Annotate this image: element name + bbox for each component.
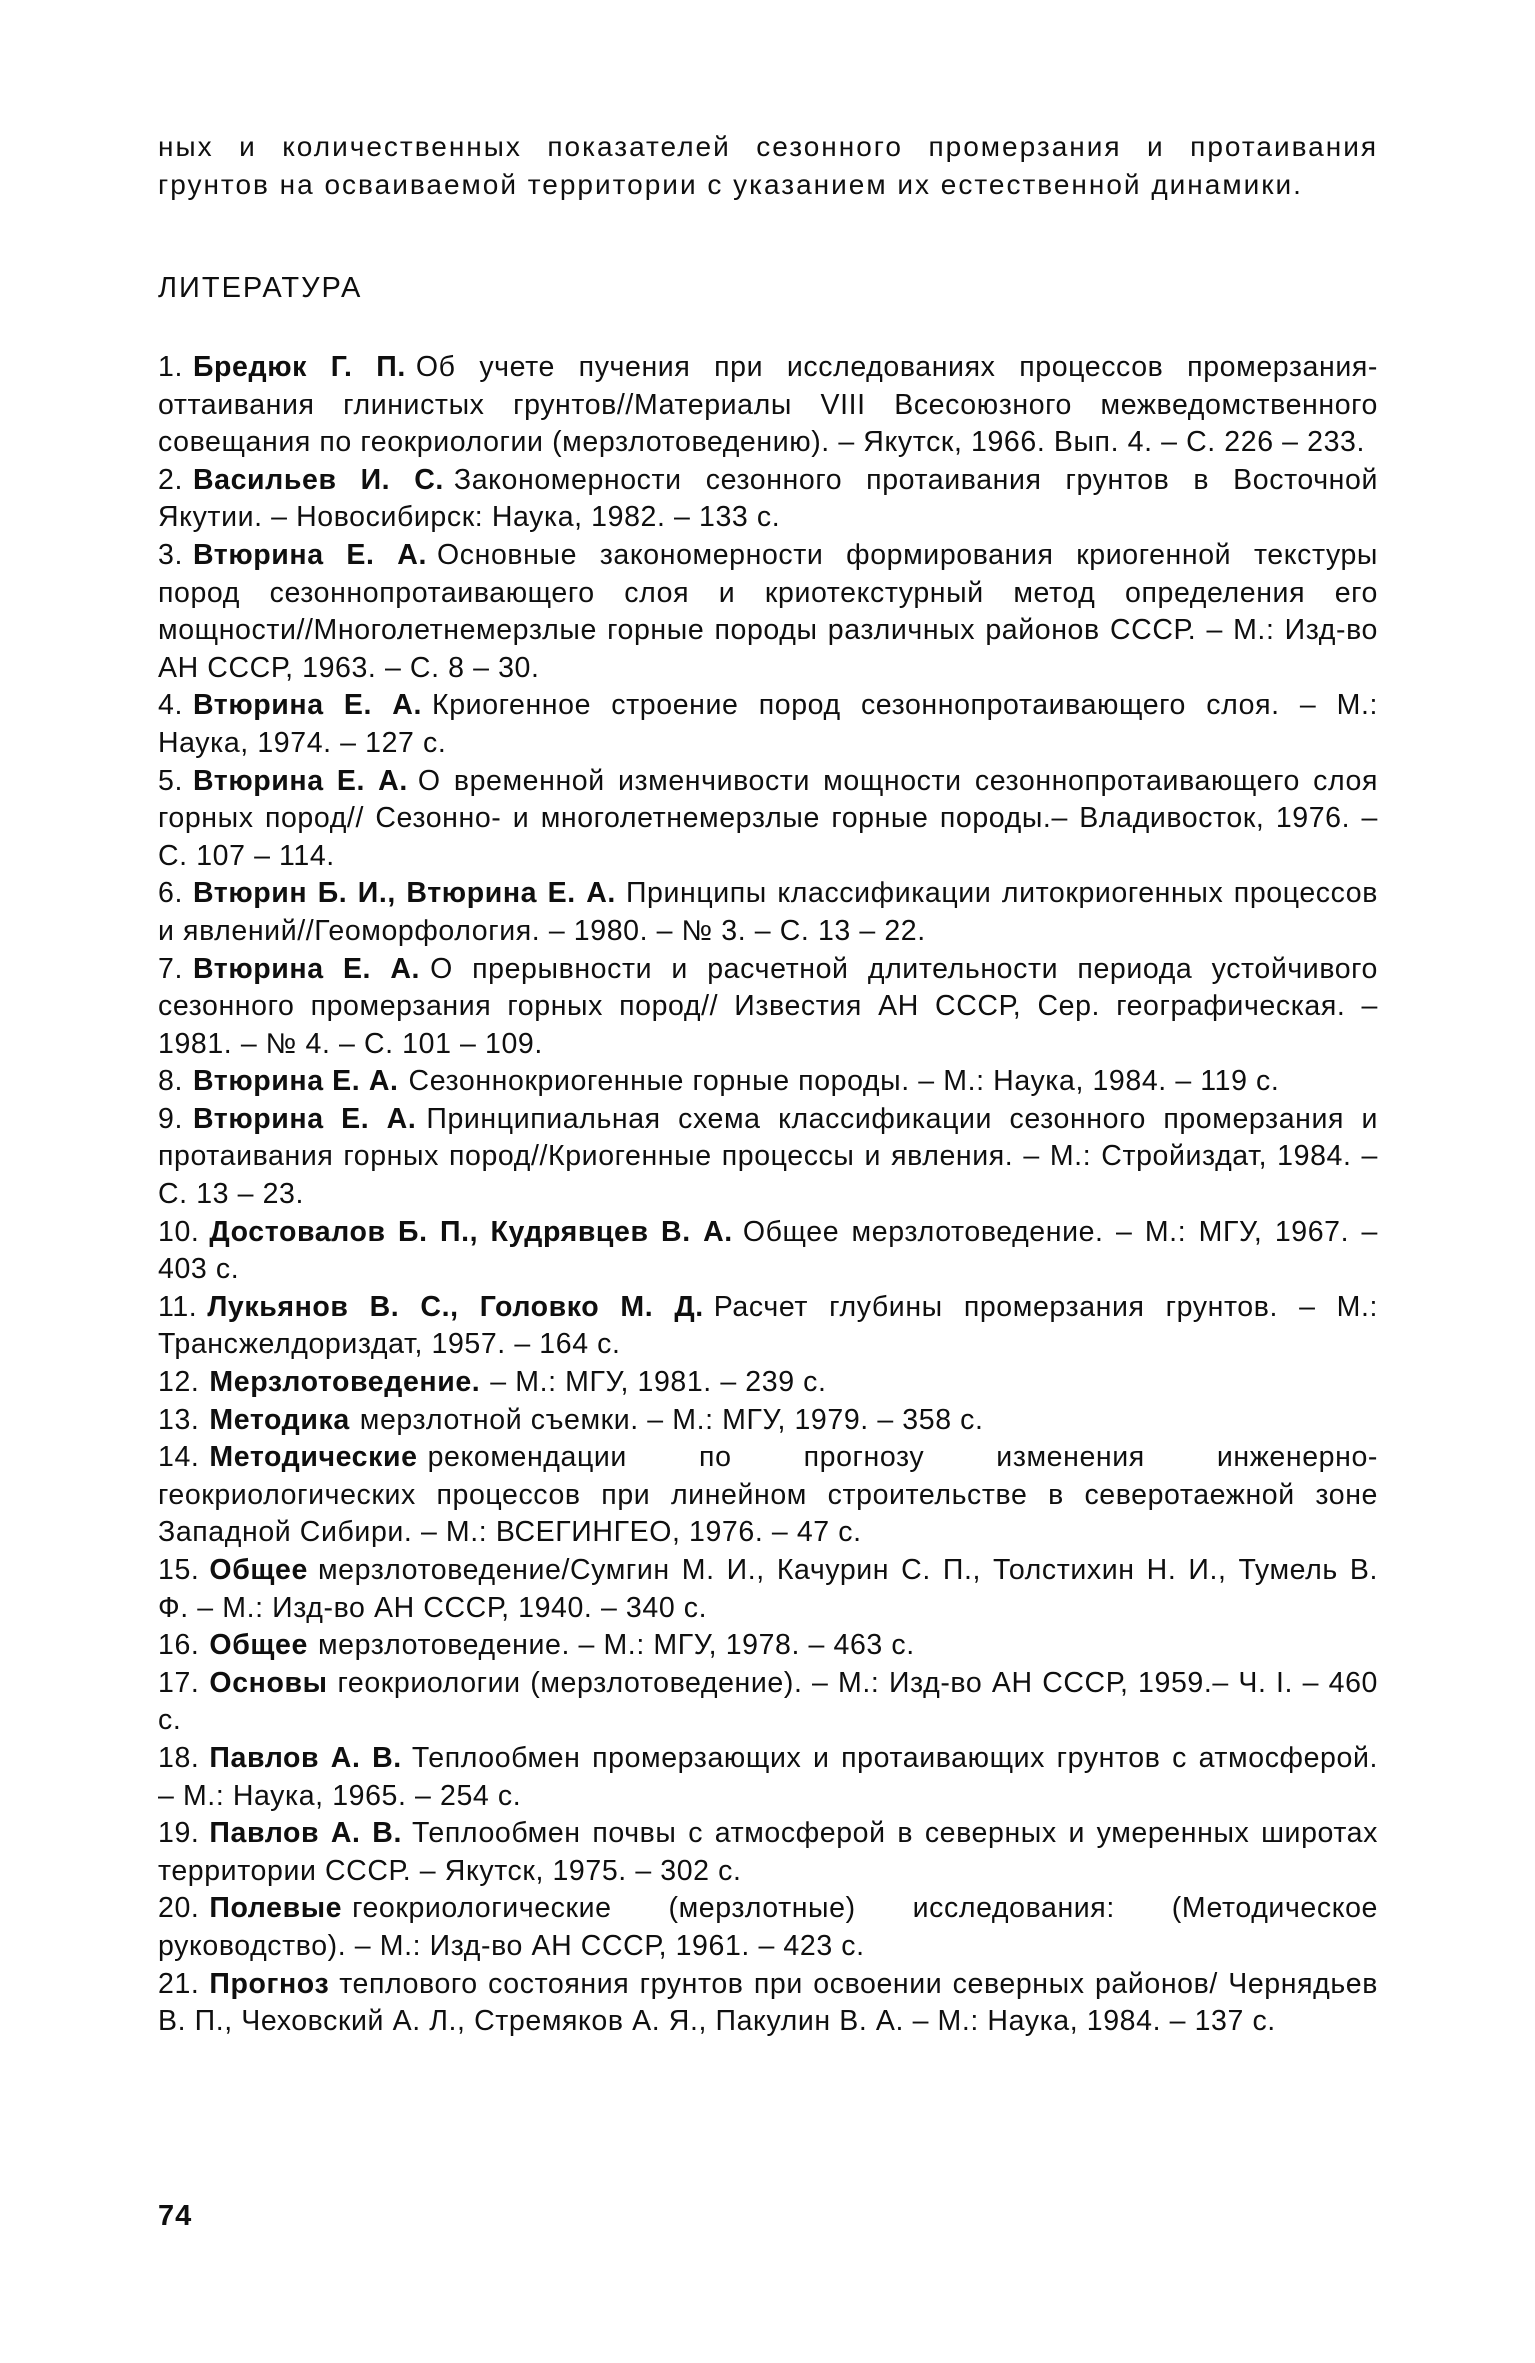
reference-number: 4.: [158, 689, 183, 722]
reference-number: 8.: [158, 1065, 183, 1098]
reference-item: [158, 349, 1378, 462]
reference-authors: Мерзлотоведение.: [209, 1366, 481, 1399]
reference-text: Об учете пучения при исследованиях процессов промерзания-оттаивания глинистых грунтов//Материалы VIII Всесоюзного межведомственного совещания по геокриологии (мерзлотоведению). – Якутск, 1966. Вып. 4. – С. 226 – 233.: [158, 351, 1378, 459]
reference-number: 13.: [158, 1403, 200, 1436]
reference-text: рекомендации по прогнозу изменения инженерно-геокриологических процессов при линейном строительстве в северотаежной зоне Западной Сибири. – М.: ВСЕГИНГЕО, 1976. – 47 с.: [158, 1441, 1378, 1549]
reference-text: теплового состояния грунтов при освоении северных районов/ Чернядьев В. П., Чеховский А. Л., Стремяков А. Я., Пакулин В. А. – М.: Наука, 1984. – 137 с.: [158, 1967, 1378, 2038]
page-number: 74: [158, 2200, 193, 2232]
reference-text: Теплообмен почвы с атмосферой в северных и умеренных широтах территории СССР. – Якутск, 1975. – 302 с.: [158, 1817, 1378, 1887]
reference-item: [158, 1552, 1378, 1627]
reference-item: [158, 1063, 1378, 1101]
reference-item: [158, 1740, 1378, 1815]
reference-authors: Бредюк Г. П.: [192, 351, 406, 383]
reference-number: 21.: [158, 1967, 200, 2000]
reference-item: [158, 875, 1378, 950]
reference-text: мерзлотной съемки. – М.: МГУ, 1979. – 358 с.: [359, 1403, 984, 1436]
reference-number: 12.: [158, 1366, 200, 1399]
reference-item: [158, 763, 1378, 876]
reference-list: [158, 349, 1378, 2041]
reference-number: 3.: [158, 538, 183, 571]
reference-authors: Втюрина Е. А.: [192, 689, 423, 722]
reference-item: [158, 1214, 1378, 1289]
reference-number: 18.: [158, 1741, 200, 1774]
reference-text: Расчет глубины промерзания грунтов. – М.: Трансжелдориздат, 1957. – 164 с.: [158, 1290, 1378, 1361]
reference-authors: Основы: [209, 1666, 328, 1699]
reference-item: [158, 1289, 1378, 1364]
reference-number: 10.: [158, 1215, 200, 1248]
reference-number: 2.: [158, 463, 183, 496]
reference-text: мерзлотоведение. – М.: МГУ, 1978. – 463 с.: [317, 1629, 915, 1662]
reference-number: 16.: [158, 1629, 200, 1662]
reference-text: геокриологии (мерзлотоведение). – М.: Изд-во АН СССР, 1959.– Ч. I. – 460 с.: [158, 1666, 1378, 1737]
reference-authors: Втюрина Е. А.: [192, 1065, 399, 1098]
reference-number: 15.: [158, 1554, 200, 1586]
reference-authors: Втюрин Б. И., Втюрина Е. А.: [192, 877, 616, 910]
reference-authors: Общее: [209, 1629, 308, 1662]
reference-item: [158, 1439, 1378, 1552]
reference-item: [158, 687, 1378, 762]
reference-authors: Методика: [209, 1403, 350, 1436]
reference-text: Криогенное строение пород сезоннопротаивающего слоя. – М.: Наука, 1974. – 127 с.: [158, 689, 1378, 759]
reference-number: 1.: [158, 351, 183, 383]
reference-authors: Втюрина Е. А.: [192, 1102, 417, 1135]
reference-item: [158, 951, 1378, 1064]
reference-authors: Методические: [209, 1441, 418, 1474]
reference-authors: Полевые: [209, 1892, 343, 1925]
reference-number: 6.: [158, 877, 183, 910]
reference-number: 9.: [158, 1102, 183, 1135]
reference-authors: Лукьянов В. С., Головко М. Д.: [207, 1290, 704, 1323]
reference-text: мерзлотоведение/Сумгин М. И., Качурин С. П., Толстихин Н. И., Тумель В. Ф. – М.: Изд-во АН СССР, 1940. – 340 с.: [158, 1554, 1378, 1624]
reference-item: [158, 1890, 1378, 1965]
reference-authors: Втюрина Е. А.: [192, 764, 408, 797]
reference-item: [158, 1101, 1378, 1214]
reference-authors: Павлов А. В.: [209, 1817, 402, 1850]
reference-number: 11.: [158, 1290, 198, 1323]
reference-authors: Общее: [209, 1554, 308, 1586]
reference-text: Теплообмен промерзающих и протаивающих грунтов с атмосферой. – М.: Наука, 1965. – 254 с.: [158, 1741, 1378, 1812]
reference-text: Общее мерзлотоведение. – М.: МГУ, 1967. – 403 с.: [158, 1215, 1378, 1286]
reference-item: [158, 462, 1378, 537]
reference-text: Сезоннокриогенные горные породы. – М.: Наука, 1984. – 119 с.: [408, 1065, 1280, 1098]
reference-item: [158, 537, 1378, 687]
reference-item: [158, 1966, 1378, 2041]
reference-text: О прерывности и расчетной длительности периода устойчивого сезонного промерзания горных пород// Известия АН СССР, Сер. географическая. – 1981. – № 4. – С. 101 – 109.: [158, 952, 1379, 1060]
reference-item: [158, 1627, 1378, 1665]
reference-authors: Втюрина Е. А.: [192, 538, 427, 571]
reference-text: О временной изменчивости мощности сезоннопротаивающего слоя горных пород// Сезонно- и многолетнемерзлые горные породы.– Владивосток, 1976. – С. 107 – 114.: [158, 764, 1378, 872]
reference-item: [158, 1665, 1378, 1740]
reference-number: 20.: [158, 1892, 200, 1925]
reference-item: [158, 1364, 1378, 1402]
reference-text: – М.: МГУ, 1981. – 239 с.: [490, 1366, 827, 1399]
reference-item: [158, 1815, 1378, 1890]
reference-authors: Павлов А. В.: [209, 1741, 402, 1774]
reference-number: 5.: [158, 764, 183, 797]
reference-authors: Достовалов Б. П., Кудрявцев В. А.: [209, 1215, 733, 1248]
references-heading: ЛИТЕРАТУРА: [158, 272, 363, 304]
reference-text: Принципиальная схема классификации сезонного промерзания и протаивания горных пород//Криогенные процессы и явления. – М.: Стройиздат, 1984. – С. 13 – 23.: [158, 1102, 1379, 1211]
reference-authors: Прогноз: [209, 1967, 330, 2000]
reference-text: Принципы классификации литокриогенных процессов и явлений//Геоморфология. – 1980. – № 3. – С. 13 – 22.: [158, 877, 1378, 947]
reference-number: 19.: [158, 1817, 200, 1850]
reference-authors: Втюрина Е. А.: [192, 952, 421, 985]
reference-text: геокриологические (мерзлотные) исследования: (Методическое руководство). – М.: Изд-во АН СССР, 1961. – 423 с.: [158, 1892, 1378, 1962]
reference-number: 7.: [158, 952, 183, 985]
document-page: [158, 128, 1378, 2041]
intro-paragraph: ных и количественных показателей сезонного промерзания и протаивания грунтов на осваиваемой территории с указанием их естественной динамики.: [158, 131, 1378, 200]
reference-text: Закономерности сезонного протаивания грунтов в Восточной Якутии. – Новосибирск: Наука, 1982. – 133 с.: [158, 463, 1378, 534]
reference-number: 17.: [158, 1666, 200, 1699]
reference-item: [158, 1402, 1378, 1440]
reference-number: 14.: [158, 1441, 200, 1474]
reference-authors: Васильев И. С.: [192, 463, 444, 496]
reference-text: Основные закономерности формирования криогенной текстуры пород сезоннопротаивающего слоя и криотекстурный метод определения его мощности//Многолетнемерзлые горные породы различных районов СССР. – М.: Изд-во АН СССР, 1963. – С. 8 – 30.: [158, 538, 1379, 684]
